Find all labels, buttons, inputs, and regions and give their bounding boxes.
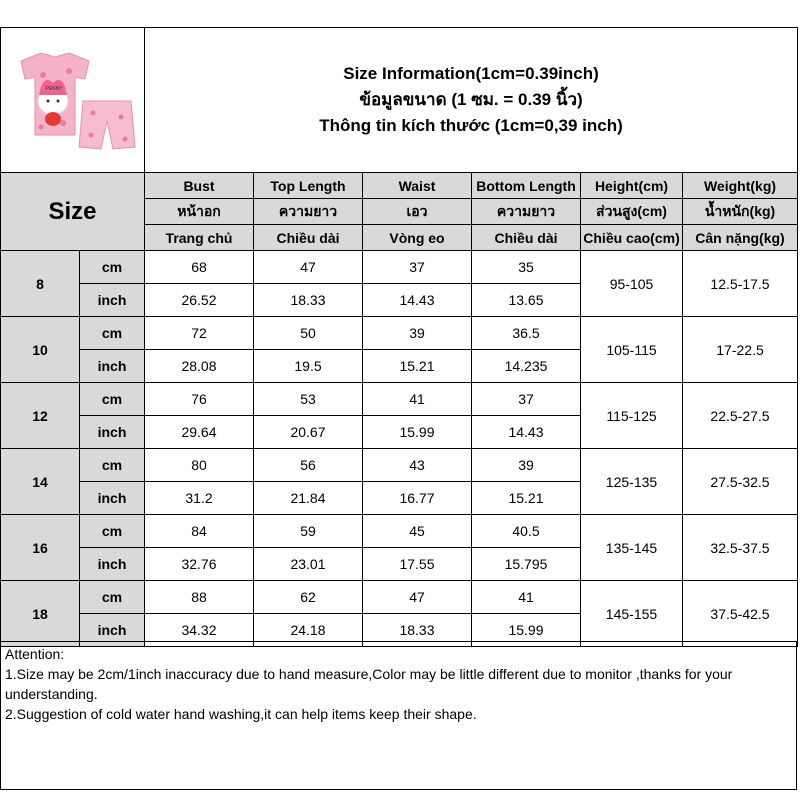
cell-bust-cm: 68 [145, 251, 254, 284]
size-18: 18 [1, 581, 80, 647]
cell-bust-cm: 76 [145, 383, 254, 416]
attention-note-2: 2.Suggestion of cold water hand washing,it can help items keep their shape. [5, 706, 477, 722]
cell-bottom-length-inch: 15.795 [472, 548, 581, 581]
cell-bust-inch: 32.76 [145, 548, 254, 581]
col-header-bottom-length: Bottom Length [472, 173, 581, 199]
cell-waist-cm: 41 [363, 383, 472, 416]
cell-top-length-inch: 18.33 [254, 284, 363, 317]
attention-note-1: 1.Size may be 2cm/1inch inaccuracy due to hand measure,Color may be little different due to monitor ,thanks for your understanding. [5, 666, 733, 702]
unit-cm: cm [80, 251, 145, 284]
unit-inch: inch [80, 284, 145, 317]
cell-waist-inch: 18.33 [363, 614, 472, 647]
unit-inch: inch [80, 548, 145, 581]
size-info-title-th: ข้อมูลขนาด (1 ซม. = 0.39 นิ้ว) [359, 90, 583, 109]
cell-top-length-cm: 50 [254, 317, 363, 350]
cell-bottom-length-cm: 40.5 [472, 515, 581, 548]
shirt-print-text: PENNY [44, 85, 63, 92]
size-info-header [145, 28, 798, 173]
cell-top-length-cm: 47 [254, 251, 363, 284]
cell-top-length-inch: 23.01 [254, 548, 363, 581]
size-10: 10 [1, 317, 80, 383]
col-header-waist-vi: Vòng eo [363, 225, 472, 251]
cell-bottom-length-inch: 13.65 [472, 284, 581, 317]
col-header-bust: Bust [145, 173, 254, 199]
col-header-height: Height(cm) [581, 173, 683, 199]
cell-weight: 37.5-42.5 [683, 581, 798, 647]
cell-height: 95-105 [581, 251, 683, 317]
col-header-bottom-length-th: ความยาว [472, 199, 581, 225]
size-info-title-en: Size Information(1cm=0.39inch) [343, 64, 599, 83]
size-16: 16 [1, 515, 80, 581]
cell-top-length-inch: 20.67 [254, 416, 363, 449]
cell-bust-cm: 72 [145, 317, 254, 350]
cell-bottom-length-inch: 14.235 [472, 350, 581, 383]
cell-top-length-cm: 59 [254, 515, 363, 548]
cell-top-length-cm: 56 [254, 449, 363, 482]
cell-bust-inch: 28.08 [145, 350, 254, 383]
cell-waist-inch: 17.55 [363, 548, 472, 581]
cell-bust-inch: 29.64 [145, 416, 254, 449]
col-header-top-length: Top Length [254, 173, 363, 199]
size-14: 14 [1, 449, 80, 515]
size-12: 12 [1, 383, 80, 449]
unit-inch: inch [80, 614, 145, 647]
cell-weight: 32.5-37.5 [683, 515, 798, 581]
cell-height: 145-155 [581, 581, 683, 647]
cell-waist-inch: 14.43 [363, 284, 472, 317]
unit-inch: inch [80, 416, 145, 449]
col-header-bust-th: หน้าอก [145, 199, 254, 225]
col-header-bust-vi: Trang chủ [145, 225, 254, 251]
cell-weight: 27.5-32.5 [683, 449, 798, 515]
cell-height: 115-125 [581, 383, 683, 449]
cell-bottom-length-inch: 15.99 [472, 614, 581, 647]
cell-top-length-inch: 19.5 [254, 350, 363, 383]
attention-heading: Attention: [5, 646, 65, 662]
cell-bottom-length-cm: 41 [472, 581, 581, 614]
cell-weight: 17-22.5 [683, 317, 798, 383]
size-info-title-vi: Thông tin kích thước (1cm=0,39 inch) [319, 116, 623, 135]
cell-weight: 12.5-17.5 [683, 251, 798, 317]
size-header: Size [1, 173, 145, 251]
unit-cm: cm [80, 383, 145, 416]
cell-waist-cm: 43 [363, 449, 472, 482]
product-image-cell [1, 28, 145, 173]
cell-top-length-cm: 62 [254, 581, 363, 614]
cell-waist-inch: 16.77 [363, 482, 472, 515]
cell-bust-inch: 31.2 [145, 482, 254, 515]
cell-bust-cm: 88 [145, 581, 254, 614]
cell-bust-inch: 26.52 [145, 284, 254, 317]
cell-top-length-inch: 21.84 [254, 482, 363, 515]
cell-top-length-cm: 53 [254, 383, 363, 416]
col-header-top-length-vi: Chiều dài [254, 225, 363, 251]
cell-bottom-length-inch: 15.21 [472, 482, 581, 515]
cell-bottom-length-cm: 37 [472, 383, 581, 416]
col-header-weight-th: น้ำหนัก(kg) [683, 199, 798, 225]
cell-bottom-length-cm: 36.5 [472, 317, 581, 350]
unit-cm: cm [80, 515, 145, 548]
unit-inch: inch [80, 482, 145, 515]
col-header-height-vi: Chiều cao(cm) [581, 225, 683, 251]
cell-weight: 22.5-27.5 [683, 383, 798, 449]
col-header-waist-th: เอว [363, 199, 472, 225]
pajama-set-image [3, 43, 143, 153]
col-header-height-th: ส่วนสูง(cm) [581, 199, 683, 225]
unit-cm: cm [80, 317, 145, 350]
cell-waist-cm: 39 [363, 317, 472, 350]
size-8: 8 [1, 251, 80, 317]
cell-bottom-length-cm: 35 [472, 251, 581, 284]
cell-waist-inch: 15.99 [363, 416, 472, 449]
cell-waist-cm: 45 [363, 515, 472, 548]
cell-waist-cm: 47 [363, 581, 472, 614]
cell-waist-inch: 15.21 [363, 350, 472, 383]
col-header-bottom-length-vi: Chiều dài [472, 225, 581, 251]
cell-bottom-length-cm: 39 [472, 449, 581, 482]
unit-inch: inch [80, 350, 145, 383]
cell-bottom-length-inch: 14.43 [472, 416, 581, 449]
cell-height: 125-135 [581, 449, 683, 515]
cell-waist-cm: 37 [363, 251, 472, 284]
cell-height: 105-115 [581, 317, 683, 383]
attention-notes [0, 641, 797, 790]
cell-height: 135-145 [581, 515, 683, 581]
size-chart-table [0, 27, 798, 647]
cell-bust-cm: 80 [145, 449, 254, 482]
col-header-waist: Waist [363, 173, 472, 199]
col-header-weight-vi: Cân nặng(kg) [683, 225, 798, 251]
unit-cm: cm [80, 581, 145, 614]
col-header-top-length-th: ความยาว [254, 199, 363, 225]
cell-bust-cm: 84 [145, 515, 254, 548]
col-header-weight: Weight(kg) [683, 173, 798, 199]
cell-top-length-inch: 24.18 [254, 614, 363, 647]
cell-bust-inch: 34.32 [145, 614, 254, 647]
unit-cm: cm [80, 449, 145, 482]
